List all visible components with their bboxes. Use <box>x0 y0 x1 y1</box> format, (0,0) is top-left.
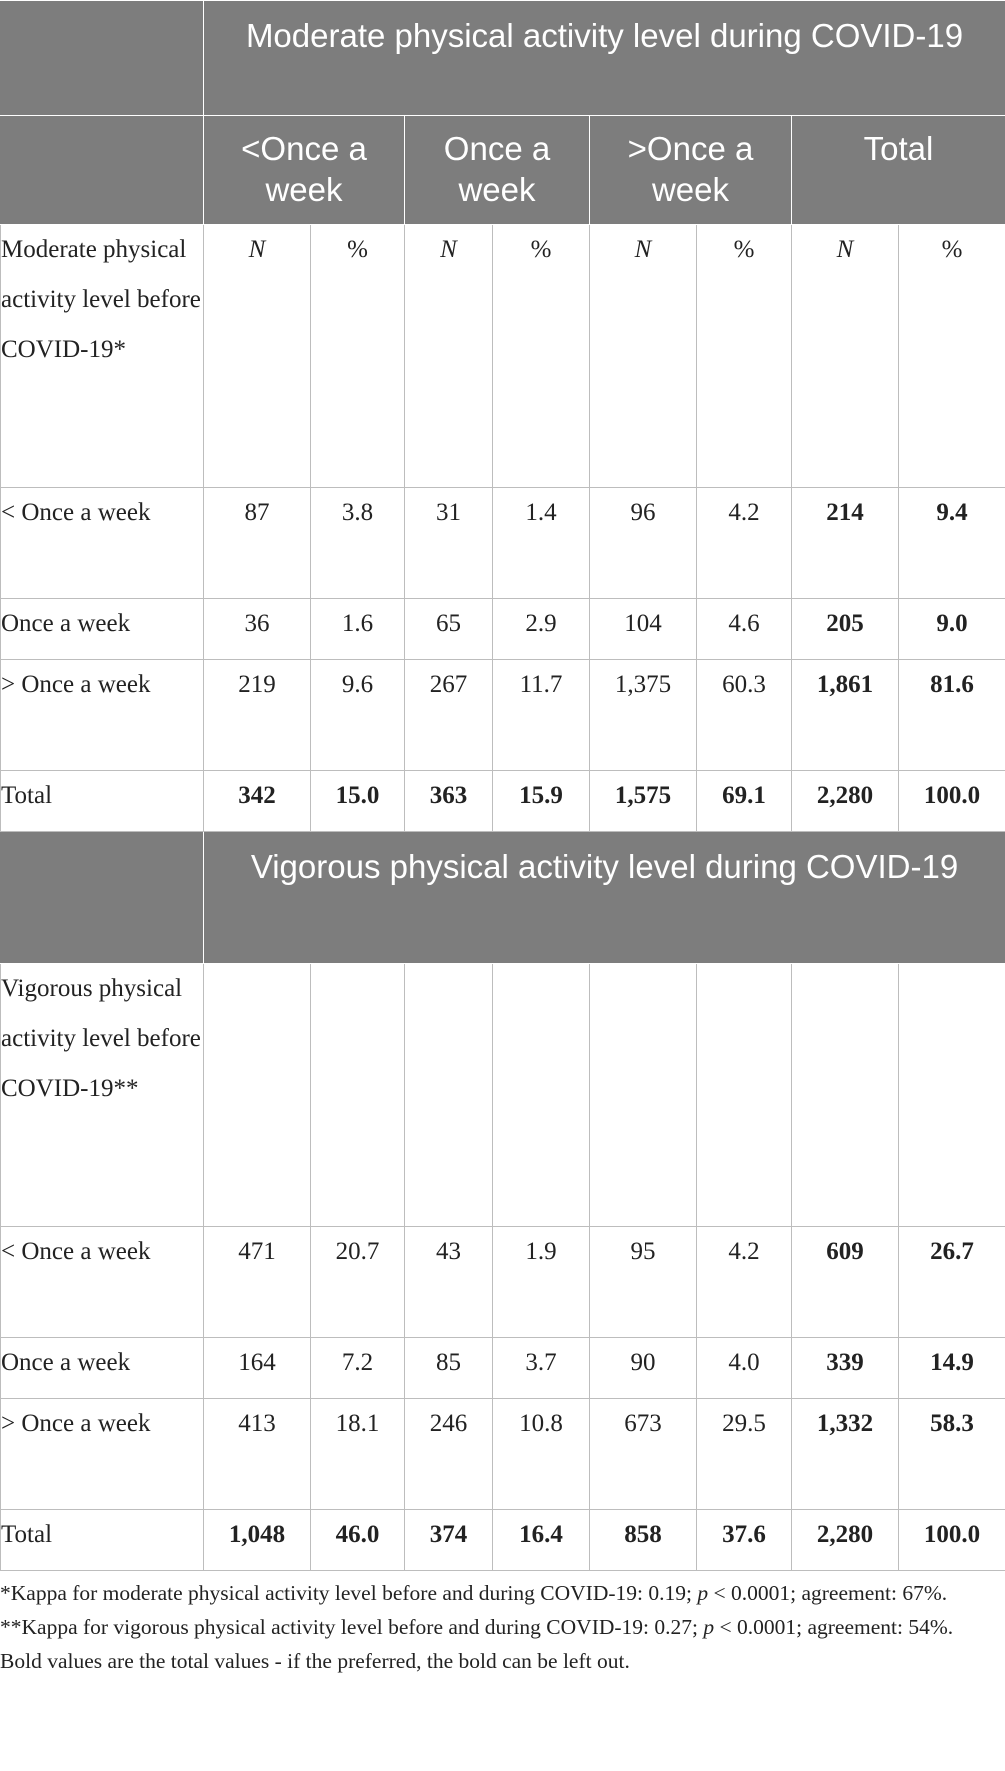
empty-cell <box>493 964 590 1227</box>
table-cell: 4.2 <box>697 488 792 599</box>
table-cell: 1.4 <box>493 488 590 599</box>
vigorous-title-row <box>1 832 1005 964</box>
group-header: >Once a week <box>590 116 792 225</box>
row-label: Moderate physical activity level before COVID-19* <box>1 225 204 488</box>
total-cell: 15.0 <box>311 771 405 832</box>
subheader-cell: % <box>697 225 792 488</box>
empty-cell <box>311 964 405 1227</box>
row-label: < Once a week <box>1 1227 204 1338</box>
p-symbol: p <box>703 1615 715 1639</box>
total-cell: 374 <box>405 1510 493 1571</box>
moderate-subheader-row <box>1 225 1005 488</box>
total-cell: 15.9 <box>493 771 590 832</box>
row-label: Once a week <box>1 599 204 660</box>
total-cell: 2,280 <box>792 1510 899 1571</box>
empty-cell <box>405 964 493 1227</box>
total-cell: 14.9 <box>899 1338 1005 1399</box>
group-header-row <box>1 116 1005 225</box>
table-cell: 1,375 <box>590 660 697 771</box>
table-cell: 1.6 <box>311 599 405 660</box>
total-cell: 1,575 <box>590 771 697 832</box>
total-cell: 46.0 <box>311 1510 405 1571</box>
table-cell: 9.6 <box>311 660 405 771</box>
empty-cell <box>697 964 792 1227</box>
table-cell: 164 <box>204 1338 311 1399</box>
total-cell: 9.0 <box>899 599 1005 660</box>
table-row <box>1 1338 1005 1399</box>
table-row <box>1 488 1005 599</box>
header-corner <box>1 116 204 225</box>
table-cell: 85 <box>405 1338 493 1399</box>
subheader-cell: % <box>493 225 590 488</box>
moderate-title: Moderate physical activity level during COVID-19 <box>204 1 1005 116</box>
table-cell: 10.8 <box>493 1399 590 1510</box>
header-corner <box>1 832 204 964</box>
total-cell: 1,861 <box>792 660 899 771</box>
footnote-moderate <box>0 1576 1000 1610</box>
subheader-cell: N <box>405 225 493 488</box>
footnote-vigorous <box>0 1610 1000 1644</box>
empty-cell <box>590 964 697 1227</box>
table-row <box>1 660 1005 771</box>
table-cell: 29.5 <box>697 1399 792 1510</box>
footnote-text: *Kappa for moderate physical activity level before and during COVID-19: 0.19; <box>0 1581 698 1605</box>
table-cell: 20.7 <box>311 1227 405 1338</box>
header-corner <box>1 1 204 116</box>
subheader-cell: % <box>899 225 1005 488</box>
table-cell: 95 <box>590 1227 697 1338</box>
row-label: > Once a week <box>1 660 204 771</box>
table-cell: 36 <box>204 599 311 660</box>
footnote-text: < 0.0001; agreement: 54%. <box>714 1615 954 1639</box>
empty-cell <box>899 964 1005 1227</box>
row-label: < Once a week <box>1 488 204 599</box>
total-cell: 100.0 <box>899 1510 1005 1571</box>
footnote-text: **Kappa for vigorous physical activity level before and during COVID-19: 0.27; <box>0 1615 704 1639</box>
table-cell: 673 <box>590 1399 697 1510</box>
table-cell: 246 <box>405 1399 493 1510</box>
empty-cell <box>792 964 899 1227</box>
vigorous-label-row <box>1 964 1005 1227</box>
empty-cell <box>204 964 311 1227</box>
table-row <box>1 1227 1005 1338</box>
table-cell: 3.8 <box>311 488 405 599</box>
table-cell: 60.3 <box>697 660 792 771</box>
table-cell: 96 <box>590 488 697 599</box>
total-cell: 342 <box>204 771 311 832</box>
total-row <box>1 1510 1005 1571</box>
row-label: Vigorous physical activity level before COVID-19** <box>1 964 204 1227</box>
subheader-cell: N <box>204 225 311 488</box>
total-cell: 609 <box>792 1227 899 1338</box>
total-cell: 58.3 <box>899 1399 1005 1510</box>
footnote-text: < 0.0001; agreement: 67%. <box>708 1581 948 1605</box>
total-cell: 363 <box>405 771 493 832</box>
total-cell: 9.4 <box>899 488 1005 599</box>
table-cell: 4.6 <box>697 599 792 660</box>
table-cell: 219 <box>204 660 311 771</box>
total-cell: 16.4 <box>493 1510 590 1571</box>
table-cell: 11.7 <box>493 660 590 771</box>
table-cell: 4.0 <box>697 1338 792 1399</box>
table-cell: 2.9 <box>493 599 590 660</box>
table-cell: 90 <box>590 1338 697 1399</box>
table-cell: 471 <box>204 1227 311 1338</box>
table-cell: 65 <box>405 599 493 660</box>
table-cell: 43 <box>405 1227 493 1338</box>
table-footnotes <box>0 1576 1000 1678</box>
subheader-cell: % <box>311 225 405 488</box>
subheader-cell: N <box>792 225 899 488</box>
total-row <box>1 771 1005 832</box>
row-label: > Once a week <box>1 1399 204 1510</box>
total-cell: 205 <box>792 599 899 660</box>
total-cell: 2,280 <box>792 771 899 832</box>
total-cell: 1,048 <box>204 1510 311 1571</box>
table-cell: 1.9 <box>493 1227 590 1338</box>
group-header: Once a week <box>405 116 590 225</box>
table-cell: 413 <box>204 1399 311 1510</box>
table-cell: 4.2 <box>697 1227 792 1338</box>
total-cell: 37.6 <box>697 1510 792 1571</box>
total-cell: 339 <box>792 1338 899 1399</box>
total-cell: 26.7 <box>899 1227 1005 1338</box>
vigorous-title: Vigorous physical activity level during COVID-19 <box>204 832 1005 964</box>
table-cell: 18.1 <box>311 1399 405 1510</box>
table-cell: 104 <box>590 599 697 660</box>
total-cell: 858 <box>590 1510 697 1571</box>
total-cell: 214 <box>792 488 899 599</box>
table-cell: 267 <box>405 660 493 771</box>
table-cell: 87 <box>204 488 311 599</box>
table-row <box>1 599 1005 660</box>
footnote-bold: Bold values are the total values - if the preferred, the bold can be left out. <box>0 1649 630 1673</box>
table-cell: 7.2 <box>311 1338 405 1399</box>
moderate-title-row <box>1 1 1005 116</box>
table-row <box>1 1399 1005 1510</box>
total-cell: 100.0 <box>899 771 1005 832</box>
row-label: Once a week <box>1 1338 204 1399</box>
table-cell: 31 <box>405 488 493 599</box>
group-header: <Once a week <box>204 116 405 225</box>
total-cell: 81.6 <box>899 660 1005 771</box>
total-cell: 69.1 <box>697 771 792 832</box>
p-symbol: p <box>697 1581 709 1605</box>
row-label: Total <box>1 771 204 832</box>
group-header: Total <box>792 116 1005 225</box>
subheader-cell: N <box>590 225 697 488</box>
row-label: Total <box>1 1510 204 1571</box>
total-cell: 1,332 <box>792 1399 899 1510</box>
table-cell: 3.7 <box>493 1338 590 1399</box>
